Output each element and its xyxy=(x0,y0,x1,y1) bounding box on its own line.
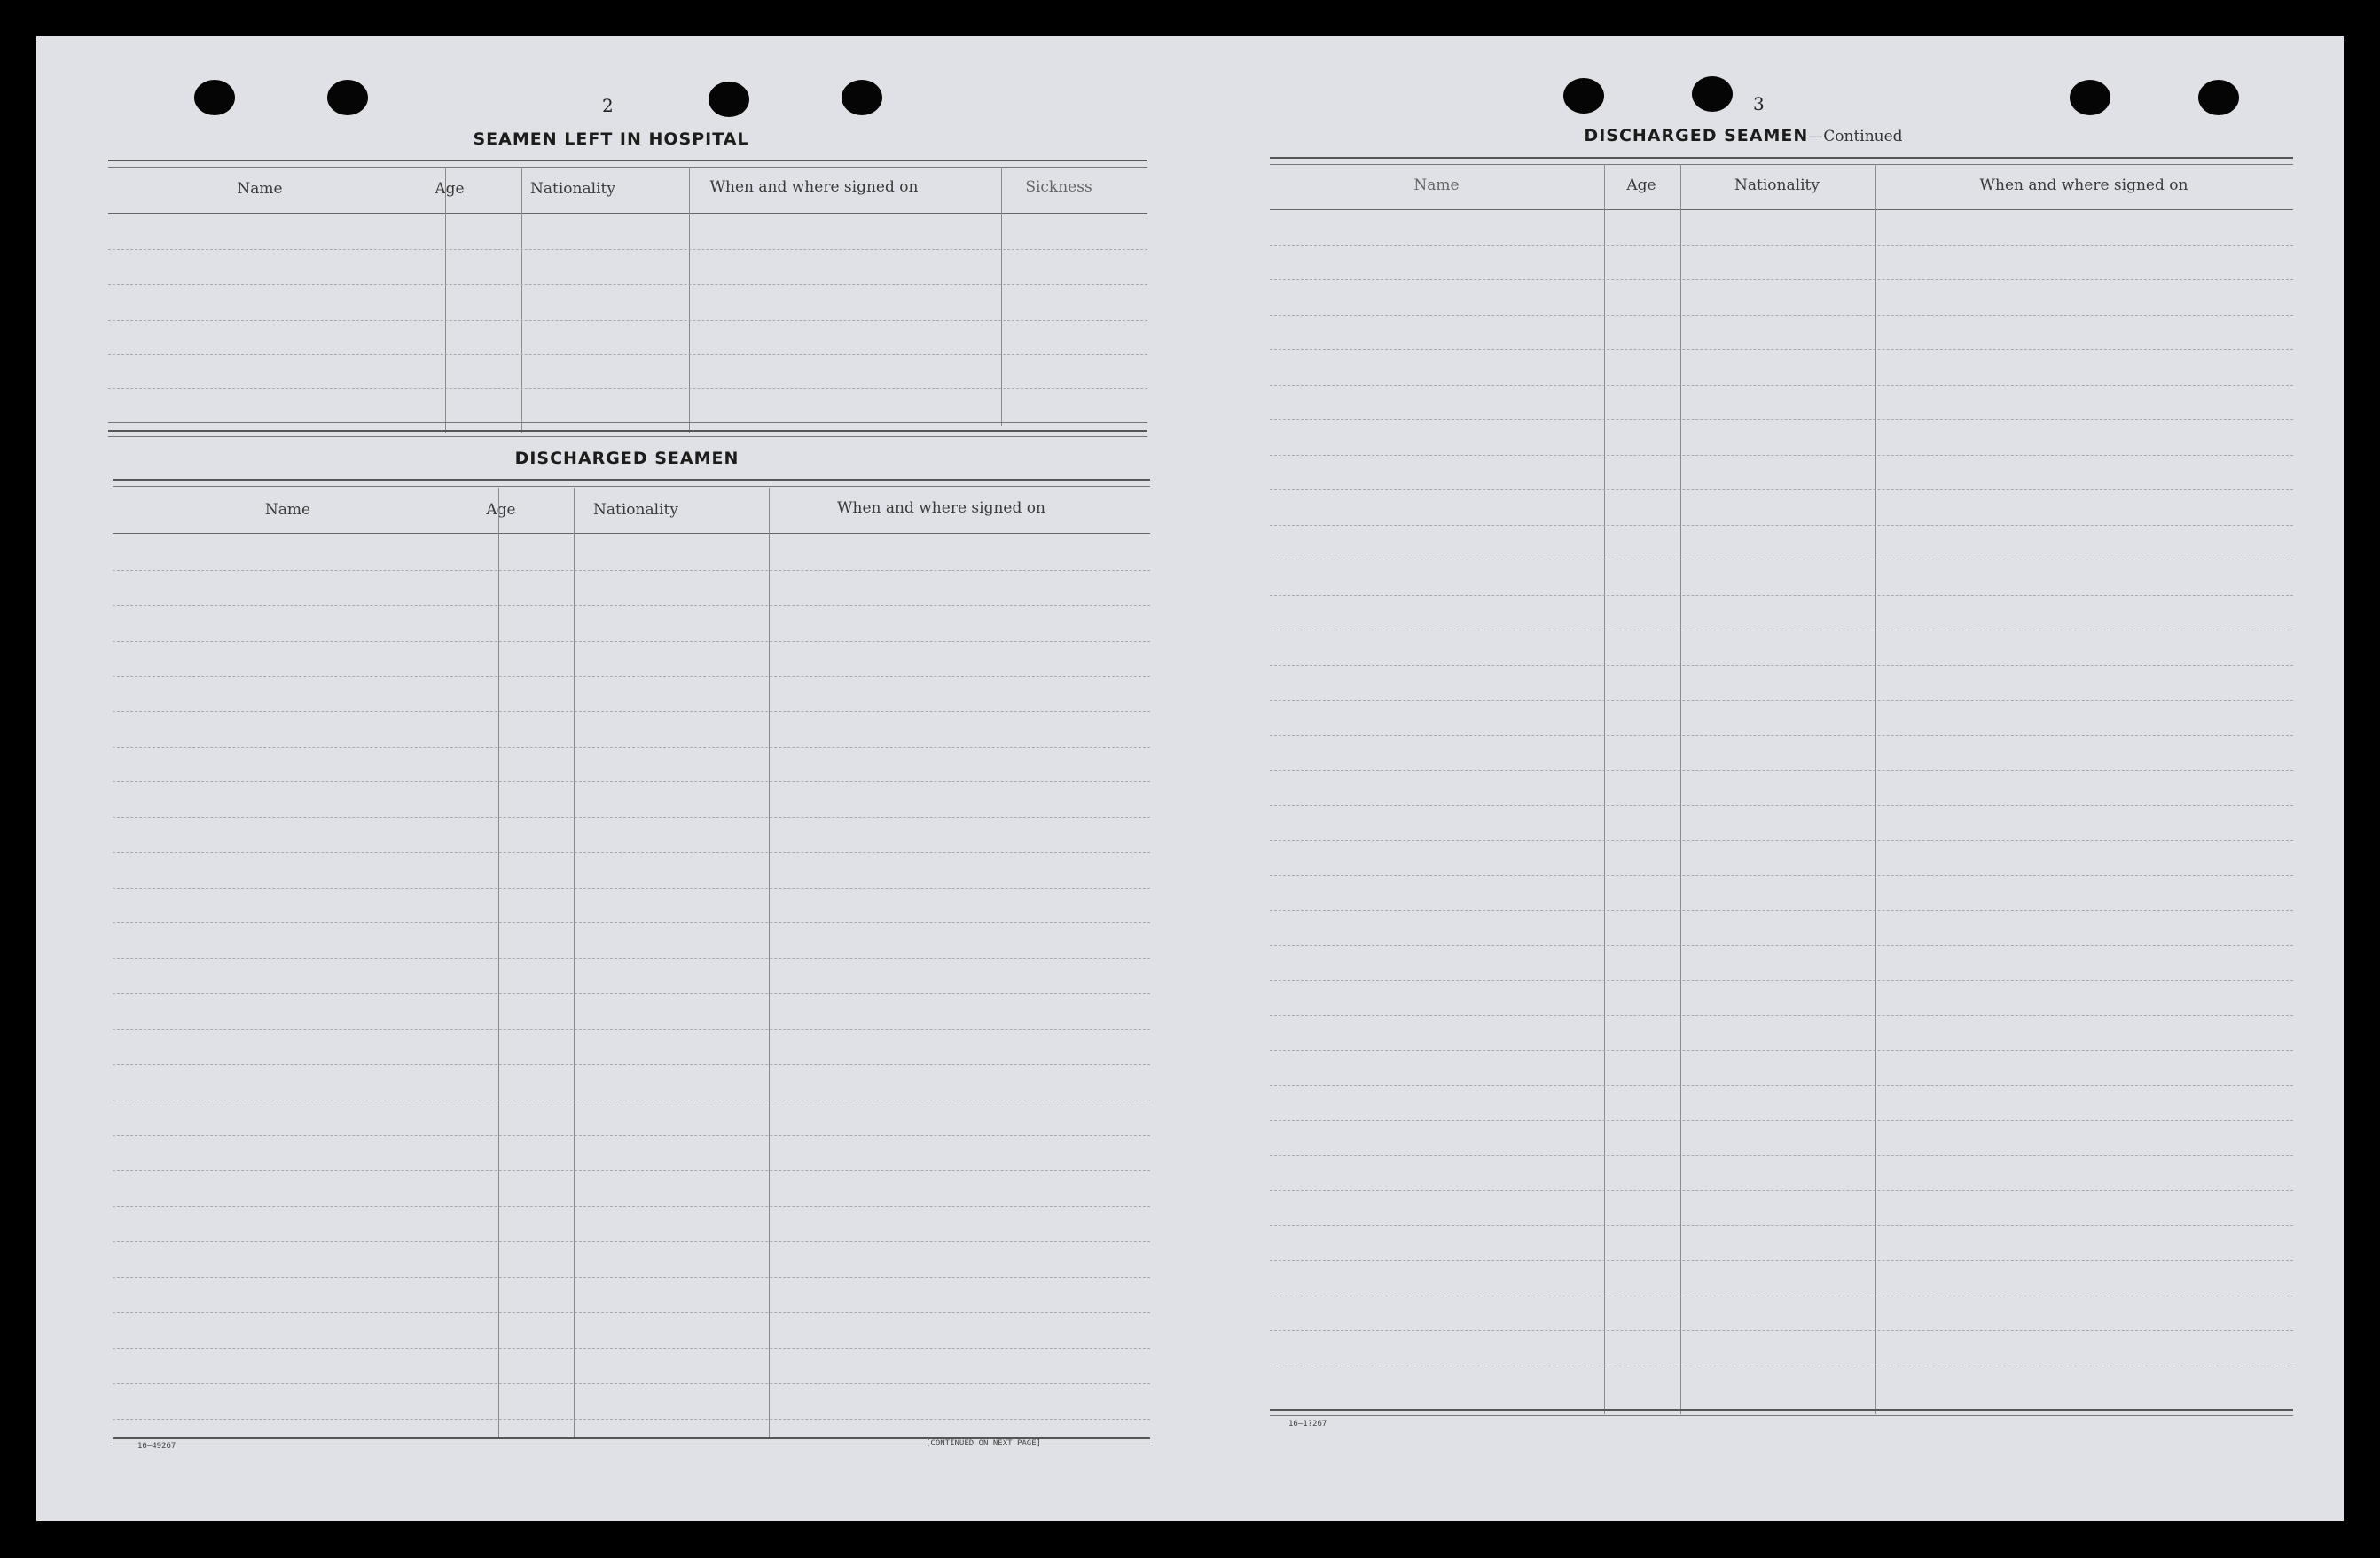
punch-hole xyxy=(1563,78,1604,114)
footer-continued: [CONTINUED ON NEXT PAGE] xyxy=(926,1439,1042,1448)
continued-col-age: Age xyxy=(1626,176,1656,194)
hospital-title: SEAMEN LEFT IN HOSPITAL xyxy=(473,129,749,149)
continued-col-nationality: Nationality xyxy=(1734,176,1820,194)
discharged-continued-table xyxy=(1270,157,2293,1453)
punch-hole xyxy=(709,82,749,117)
continued-col-name: Name xyxy=(1413,176,1460,194)
discharged-table xyxy=(113,479,1150,1476)
discharged-col-name: Name xyxy=(264,501,311,519)
hospital-table xyxy=(108,160,1147,470)
discharged-col-signed-on: When and where signed on xyxy=(837,499,1045,517)
punch-hole xyxy=(2070,80,2110,115)
hospital-col-name: Name xyxy=(237,180,283,198)
hospital-col-sickness: Sickness xyxy=(1025,178,1092,196)
punch-hole xyxy=(327,80,368,115)
discharged-continued-title-main: DISCHARGED SEAMEN xyxy=(1584,126,1809,145)
page-number-right: 3 xyxy=(1753,93,1765,114)
document-scan xyxy=(36,36,2344,1521)
discharged-col-nationality: Nationality xyxy=(593,501,678,519)
punch-hole xyxy=(194,80,235,115)
punch-hole xyxy=(2198,80,2239,115)
discharged-continued-title xyxy=(1584,126,1902,145)
hospital-col-nationality: Nationality xyxy=(530,180,615,198)
discharged-title: DISCHARGED SEAMEN xyxy=(514,449,740,468)
footer-print-code-left: 16—49267 xyxy=(137,1442,176,1451)
discharged-col-age: Age xyxy=(486,501,516,519)
hospital-col-signed-on: When and where signed on xyxy=(709,178,919,196)
footer-print-code-right: 16—1?267 xyxy=(1288,1420,1327,1429)
punch-hole xyxy=(1692,76,1733,112)
hospital-col-age: Age xyxy=(435,180,465,198)
discharged-continued-suffix: —Continued xyxy=(1808,128,1903,145)
continued-col-signed-on: When and where signed on xyxy=(1979,176,2188,194)
page-number-left: 2 xyxy=(602,95,614,116)
punch-hole xyxy=(842,80,882,115)
